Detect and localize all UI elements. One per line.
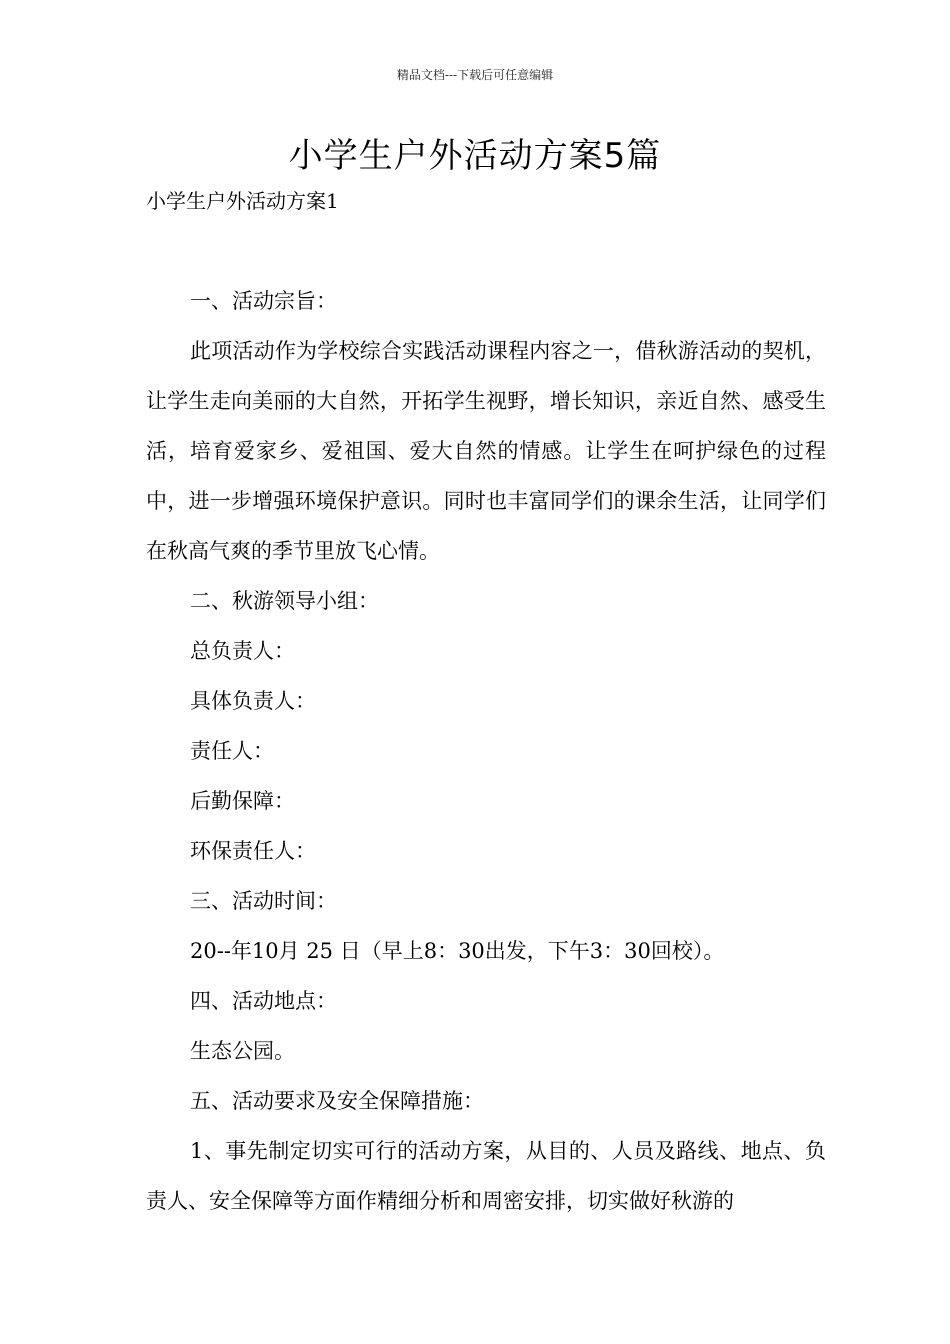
group-responsible: 责任人：: [190, 739, 274, 763]
aim-paragraph: 此项活动作为学校综合实践活动课程内容之一，借秋游活动的契机，让学生走向美丽的大自然，开拓学生视野，增长知识，亲近自然、感受生活，培育爱家乡、爱祖国、爱大自然的情感。让学生在呵护绿色的过程中，进一步增强环境保护意识。同时也丰富同学们的课余生活，让同学们在秋高气爽的季节里放飞心情。: [146, 339, 826, 563]
group-specific: 具体负责人：: [190, 689, 316, 713]
group-heading: 二、秋游领导小组：: [190, 589, 379, 613]
section-subtitle: 小学生户外活动方案1: [146, 189, 339, 213]
group-env: 环保责任人：: [190, 839, 316, 863]
group-logistics: 后勤保障：: [190, 789, 295, 813]
time-text: 20--年10月 25 日（早上8：30出发，下午3：30回校）。: [190, 939, 725, 963]
place-heading: 四、活动地点：: [190, 989, 337, 1013]
req-heading: 五、活动要求及安全保障措施：: [190, 1089, 484, 1113]
time-heading: 三、活动时间：: [190, 889, 337, 913]
req-item-1: 1、事先制定切实可行的活动方案，从目的、人员及路线、地点、负责人、安全保障等方面作精细分析和周密安排，切实做好秋游的: [146, 1139, 826, 1213]
document-body: [146, 276, 826, 1226]
header-note: 精品文档---下载后可任意编辑: [396, 68, 554, 82]
aim-heading: 一、活动宗旨：: [190, 289, 337, 313]
group-lead: 总负责人：: [190, 639, 295, 663]
document-title: 小学生户外活动方案5篇: [288, 136, 662, 176]
place-text: 生态公园。: [190, 1039, 295, 1063]
